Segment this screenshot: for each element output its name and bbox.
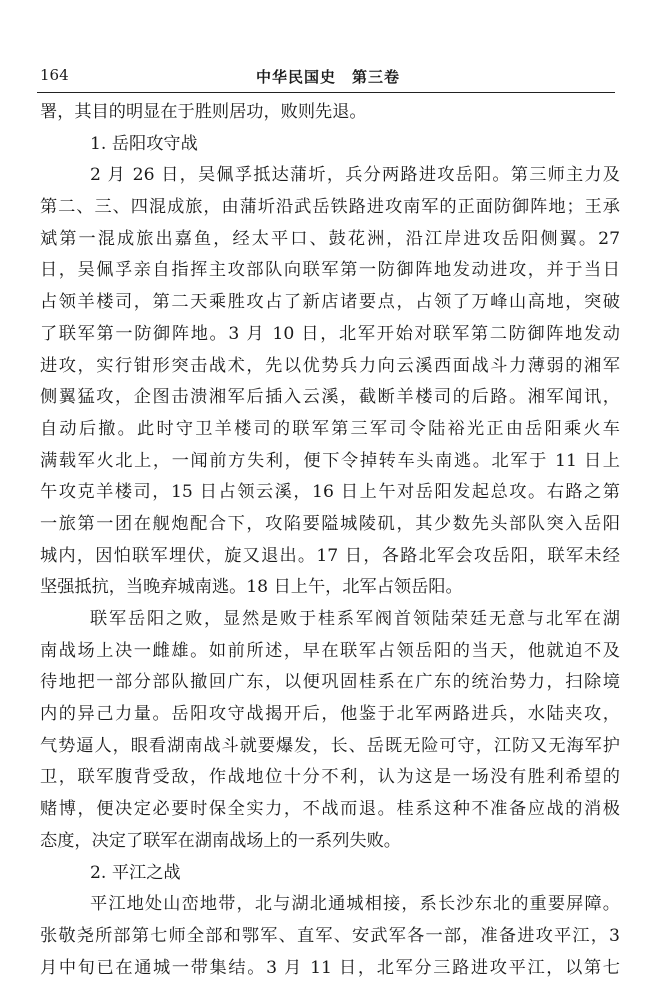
text-line: 署，其目的明显在于胜则居功，败则先退。 — [40, 102, 367, 122]
text-line: 侧翼猛攻，企图击溃湘军后插入云溪，截断羊楼司的后路。湘军闻讯， — [40, 387, 620, 408]
text-line: 第二、三、四混成旅，由蒲圻沿武岳铁路进攻南军的正面防御阵地；王承 — [40, 197, 620, 218]
running-head — [40, 66, 616, 88]
text-line: 自动后撤。此时守卫羊楼司的联军第三军司令陆裕光正由岳阳乘火车 — [40, 418, 620, 439]
section-heading: 2. 平江之战 — [90, 862, 181, 883]
text-line: 内的异己力量。岳阳攻守战揭开后，他鉴于北军两路进兵，水陆夹攻， — [40, 704, 620, 725]
paragraph-first-line: 联军岳阳之败，显然是败于桂系军阀首领陆荣廷无意与北军在湖 — [90, 609, 620, 629]
paragraph-last-line: 态度，决定了联军在湖南战场上的一系列失败。 — [40, 830, 401, 851]
text-line: 南战场上决一雌雄。如前所述，早在联军占领岳阳的当天，他就迫不及 — [40, 640, 620, 661]
section-heading: 1. 岳阳攻守战 — [90, 133, 198, 154]
text-line: 满载军火北上，一闻前方失利，便下令掉转车头南逃。北军于 11 日上 — [40, 450, 620, 471]
text-line: 城内，因怕联军埋伏，旋又退出。17 日，各路北军会攻岳阳，联军未经 — [40, 545, 620, 566]
text-line: 月中旬已在通城一带集结。3 月 11 日，北军分三路进攻平江，以第七 — [40, 957, 620, 978]
text-line: 赌博，便决定必要时保全实力，不战而退。桂系这种不准备应战的消极 — [40, 799, 620, 820]
paragraph-first-line: 2 月 26 日，吴佩孚抵达蒲圻，兵分两路进攻岳阳。第三师主力及 — [90, 165, 620, 186]
body-text — [40, 97, 620, 984]
text-line: 日，吴佩孚亲自指挥主攻部队向联军第一防御阵地发动进攻，并于当日 — [40, 260, 620, 281]
text-line: 待地把一部分部队撤回广东，以便巩固桂系在广东的统治势力，扫除境 — [40, 672, 620, 693]
paragraph-last-line: 坚强抵抗，当晚弃城南逃。18 日上午，北军占领岳阳。 — [40, 577, 463, 598]
text-line: 占领羊楼司，第二天乘胜攻占了新店诸要点，占领了万峰山高地，突破 — [40, 292, 620, 313]
text-line: 一旅第一团在舰炮配合下，攻陷要隘城陵矶，其少数先头部队突入岳阳 — [40, 513, 620, 534]
text-line: 卫，联军腹背受敌，作战地位十分不利，认为这是一场没有胜利希望的 — [40, 767, 620, 788]
text-line: 午攻克羊楼司，15 日占领云溪，16 日上午对岳阳发起总攻。右路之第 — [40, 482, 620, 503]
text-line: 了联军第一防御阵地。3 月 10 日，北军开始对联军第二防御阵地发动 — [40, 323, 620, 344]
header-rule — [37, 92, 615, 93]
text-line: 进攻，实行钳形突击战术，先以优势兵力向云溪西面战斗力薄弱的湘军 — [40, 355, 620, 376]
page-number: 164 — [40, 66, 69, 84]
paragraph-first-line: 平江地处山峦地带，北与湖北通城相接，系长沙东北的重要屏障。 — [90, 894, 620, 915]
running-title: 中华民国史 第三卷 — [255, 68, 400, 86]
text-line: 气势逼人，眼看湖南战斗就要爆发，长、岳既无险可守，江防又无海军护 — [40, 735, 620, 756]
text-line: 张敬尧所部第七师全部和鄂军、直军、安武军各一部，准备进攻平江，3 — [40, 925, 620, 946]
text-line: 斌第一混成旅出嘉鱼，经太平口、鼓花洲，沿江岸进攻岳阳侧翼。27 — [40, 228, 620, 249]
